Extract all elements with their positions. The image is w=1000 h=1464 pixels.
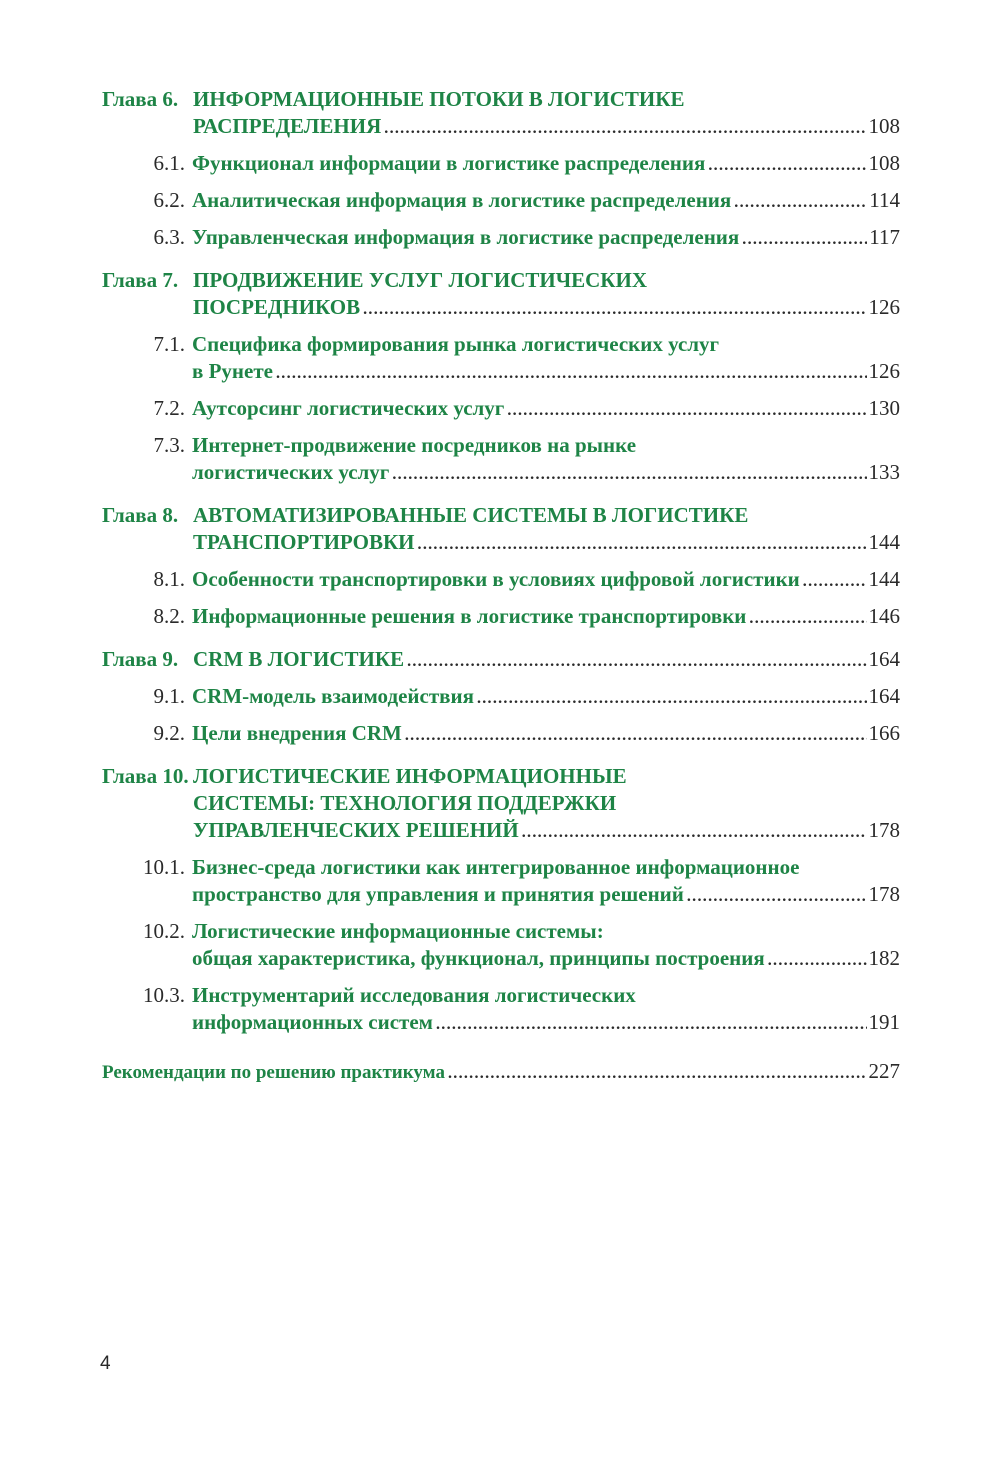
section-line <box>192 720 900 749</box>
leader-dots <box>405 720 867 749</box>
page-ref: 178 <box>868 818 900 842</box>
chapter-title-line <box>102 646 900 675</box>
leader-dots <box>708 150 866 179</box>
page-ref: 166 <box>868 721 900 745</box>
section-title: пространство для управления и принятия решений <box>192 882 684 906</box>
chapter-title: СИСТЕМЫ: ТЕХНОЛОГИЯ ПОДДЕРЖКИ <box>193 791 617 815</box>
page-ref: 227 <box>868 1059 900 1083</box>
section-number: 8.1. <box>153 567 185 591</box>
section-title: Информационные решения в логистике транспортировки <box>192 604 747 628</box>
final-entry-line <box>102 1058 900 1087</box>
section-line <box>192 459 900 488</box>
section-entry[interactable] <box>102 603 900 632</box>
leader-dots <box>477 683 867 712</box>
chapter-title-line <box>102 529 900 558</box>
section-number: 7.1. <box>153 332 185 356</box>
section-title: CRM-модель взаимодействия <box>192 684 474 708</box>
section-line <box>192 918 900 945</box>
page-ref: 126 <box>868 359 900 383</box>
section-number: 6.1. <box>153 151 185 175</box>
section-number: 10.1. <box>143 855 185 879</box>
section-line <box>192 432 900 459</box>
page-ref: 191 <box>868 1010 900 1034</box>
page-ref: 182 <box>868 946 900 970</box>
leader-dots <box>749 603 866 632</box>
leader-dots <box>768 945 867 974</box>
page-ref: 144 <box>868 530 900 554</box>
chapter-label: Глава 8. <box>102 503 179 527</box>
section-title: Специфика формирования рынка логистических услуг <box>192 332 720 356</box>
section-title: Бизнес-среда логистики как интегрированное информационное <box>192 855 800 879</box>
section-body <box>192 432 900 488</box>
chapter-title-line <box>102 294 900 323</box>
chapter-label: Глава 7. <box>102 268 179 292</box>
section-title: в Рунете <box>192 359 273 383</box>
page-ref: 126 <box>868 295 900 319</box>
section-line <box>192 603 900 632</box>
section-number: 9.2. <box>153 721 185 745</box>
section-number: 6.3. <box>153 225 185 249</box>
section-line <box>192 945 900 974</box>
page-ref: 164 <box>868 684 900 708</box>
section-line <box>192 395 900 424</box>
section-line <box>192 982 900 1009</box>
section-line <box>192 881 900 910</box>
leader-dots <box>734 187 867 216</box>
leader-dots <box>392 459 866 488</box>
chapter-entry[interactable] <box>102 502 900 632</box>
section-title: Управленческая информация в логистике распределения <box>192 225 740 249</box>
section-number: 7.2. <box>153 396 185 420</box>
section-entry[interactable] <box>102 918 900 974</box>
section-title: Особенности транспортировки в условиях цифровой логистики <box>192 567 800 591</box>
section-body <box>192 224 900 253</box>
section-entry[interactable] <box>102 982 900 1038</box>
chapter-entry[interactable] <box>102 86 900 253</box>
section-body <box>192 187 900 216</box>
chapter-title-line <box>102 817 900 846</box>
section-body <box>192 918 900 974</box>
section-entry[interactable] <box>102 150 900 179</box>
section-title: Аутсорсинг логистических услуг <box>192 396 505 420</box>
chapter-title: ЛОГИСТИЧЕСКИЕ ИНФОРМАЦИОННЫЕ <box>193 764 627 788</box>
chapter-entry[interactable] <box>102 646 900 749</box>
section-body <box>192 150 900 179</box>
section-title: Цели внедрения CRM <box>192 721 402 745</box>
table-of-contents <box>102 86 900 1087</box>
page-ref: 164 <box>868 647 900 671</box>
chapter-title: РАСПРЕДЕЛЕНИЯ <box>193 114 382 138</box>
leader-dots <box>448 1059 867 1087</box>
section-entry[interactable] <box>102 683 900 712</box>
section-number: 9.1. <box>153 684 185 708</box>
page-ref: 133 <box>868 460 900 484</box>
section-line <box>192 358 900 387</box>
page-ref: 178 <box>868 882 900 906</box>
chapter-title: ИНФОРМАЦИОННЫЕ ПОТОКИ В ЛОГИСТИКЕ <box>193 87 685 111</box>
section-title: Интернет-продвижение посредников на рынке <box>192 433 637 457</box>
chapter-title: ТРАНСПОРТИРОВКИ <box>193 530 415 554</box>
section-line <box>192 187 900 216</box>
section-entry[interactable] <box>102 854 900 910</box>
leader-dots <box>742 224 867 253</box>
leader-dots <box>384 113 866 142</box>
section-line <box>192 854 900 881</box>
chapter-entry[interactable] <box>102 267 900 488</box>
chapter-title-line <box>102 790 900 817</box>
leader-dots <box>803 566 867 595</box>
section-title: Инструментарий исследования логистических <box>192 983 636 1007</box>
section-title: Логистические информационные системы: <box>192 919 604 943</box>
section-number: 8.2. <box>153 604 185 628</box>
section-entry[interactable] <box>102 432 900 488</box>
section-body <box>192 854 900 910</box>
chapter-title: УПРАВЛЕНЧЕСКИХ РЕШЕНИЙ <box>193 818 519 842</box>
page-ref: 108 <box>868 151 900 175</box>
chapter-title: АВТОМАТИЗИРОВАННЫЕ СИСТЕМЫ В ЛОГИСТИКЕ <box>193 503 749 527</box>
section-entry[interactable] <box>102 331 900 387</box>
section-body <box>192 720 900 749</box>
chapter-entry[interactable] <box>102 763 900 1038</box>
leader-dots <box>436 1009 867 1038</box>
chapter-title: ПРОДВИЖЕНИЕ УСЛУГ ЛОГИСТИЧЕСКИХ <box>193 268 648 292</box>
leader-dots <box>687 881 867 910</box>
chapter-title-line <box>102 86 900 113</box>
section-line <box>192 331 900 358</box>
chapter-title-line <box>102 502 900 529</box>
page-ref: 144 <box>868 567 900 591</box>
leader-dots <box>363 294 866 323</box>
page-ref: 117 <box>869 225 900 249</box>
chapter-title-line <box>102 113 900 142</box>
section-body <box>192 982 900 1038</box>
section-number: 7.3. <box>153 433 185 457</box>
section-body <box>192 566 900 595</box>
page-ref: 114 <box>869 188 900 212</box>
page-ref: 108 <box>868 114 900 138</box>
section-entry[interactable] <box>102 187 900 216</box>
page-number: 4 <box>100 1353 111 1374</box>
chapter-title-line <box>102 763 900 790</box>
section-number: 10.2. <box>143 919 185 943</box>
section-line <box>192 683 900 712</box>
section-entry[interactable] <box>102 224 900 253</box>
section-body <box>192 395 900 424</box>
section-title: информационных систем <box>192 1010 433 1034</box>
section-entry[interactable] <box>102 395 900 424</box>
section-body <box>192 331 900 387</box>
page-ref: 146 <box>868 604 900 628</box>
section-line <box>192 150 900 179</box>
chapter-label: Глава 10. <box>102 764 189 788</box>
leader-dots <box>418 529 867 558</box>
section-line <box>192 566 900 595</box>
leader-dots <box>522 817 867 846</box>
chapter-title: CRM В ЛОГИСТИКЕ <box>193 647 405 671</box>
chapter-label: Глава 9. <box>102 647 179 671</box>
page-ref: 130 <box>868 396 900 420</box>
section-number: 10.3. <box>143 983 185 1007</box>
leader-dots <box>507 395 866 424</box>
section-title: Аналитическая информация в логистике распределения <box>192 188 732 212</box>
section-title: общая характеристика, функционал, принципы построения <box>192 946 765 970</box>
final-entry-title: Рекомендации по решению практикума <box>102 1062 445 1083</box>
section-number: 6.2. <box>153 188 185 212</box>
section-entry[interactable] <box>102 720 900 749</box>
chapter-title-line <box>102 267 900 294</box>
section-line <box>192 224 900 253</box>
final-entry[interactable] <box>102 1058 900 1087</box>
section-line <box>192 1009 900 1038</box>
section-body <box>192 683 900 712</box>
chapter-label: Глава 6. <box>102 87 179 111</box>
section-title: Функционал информации в логистике распределения <box>192 151 706 175</box>
leader-dots <box>276 358 867 387</box>
chapter-title: ПОСРЕДНИКОВ <box>193 295 361 319</box>
section-title: логистических услуг <box>192 460 390 484</box>
leader-dots <box>407 646 866 675</box>
section-body <box>192 603 900 632</box>
section-entry[interactable] <box>102 566 900 595</box>
